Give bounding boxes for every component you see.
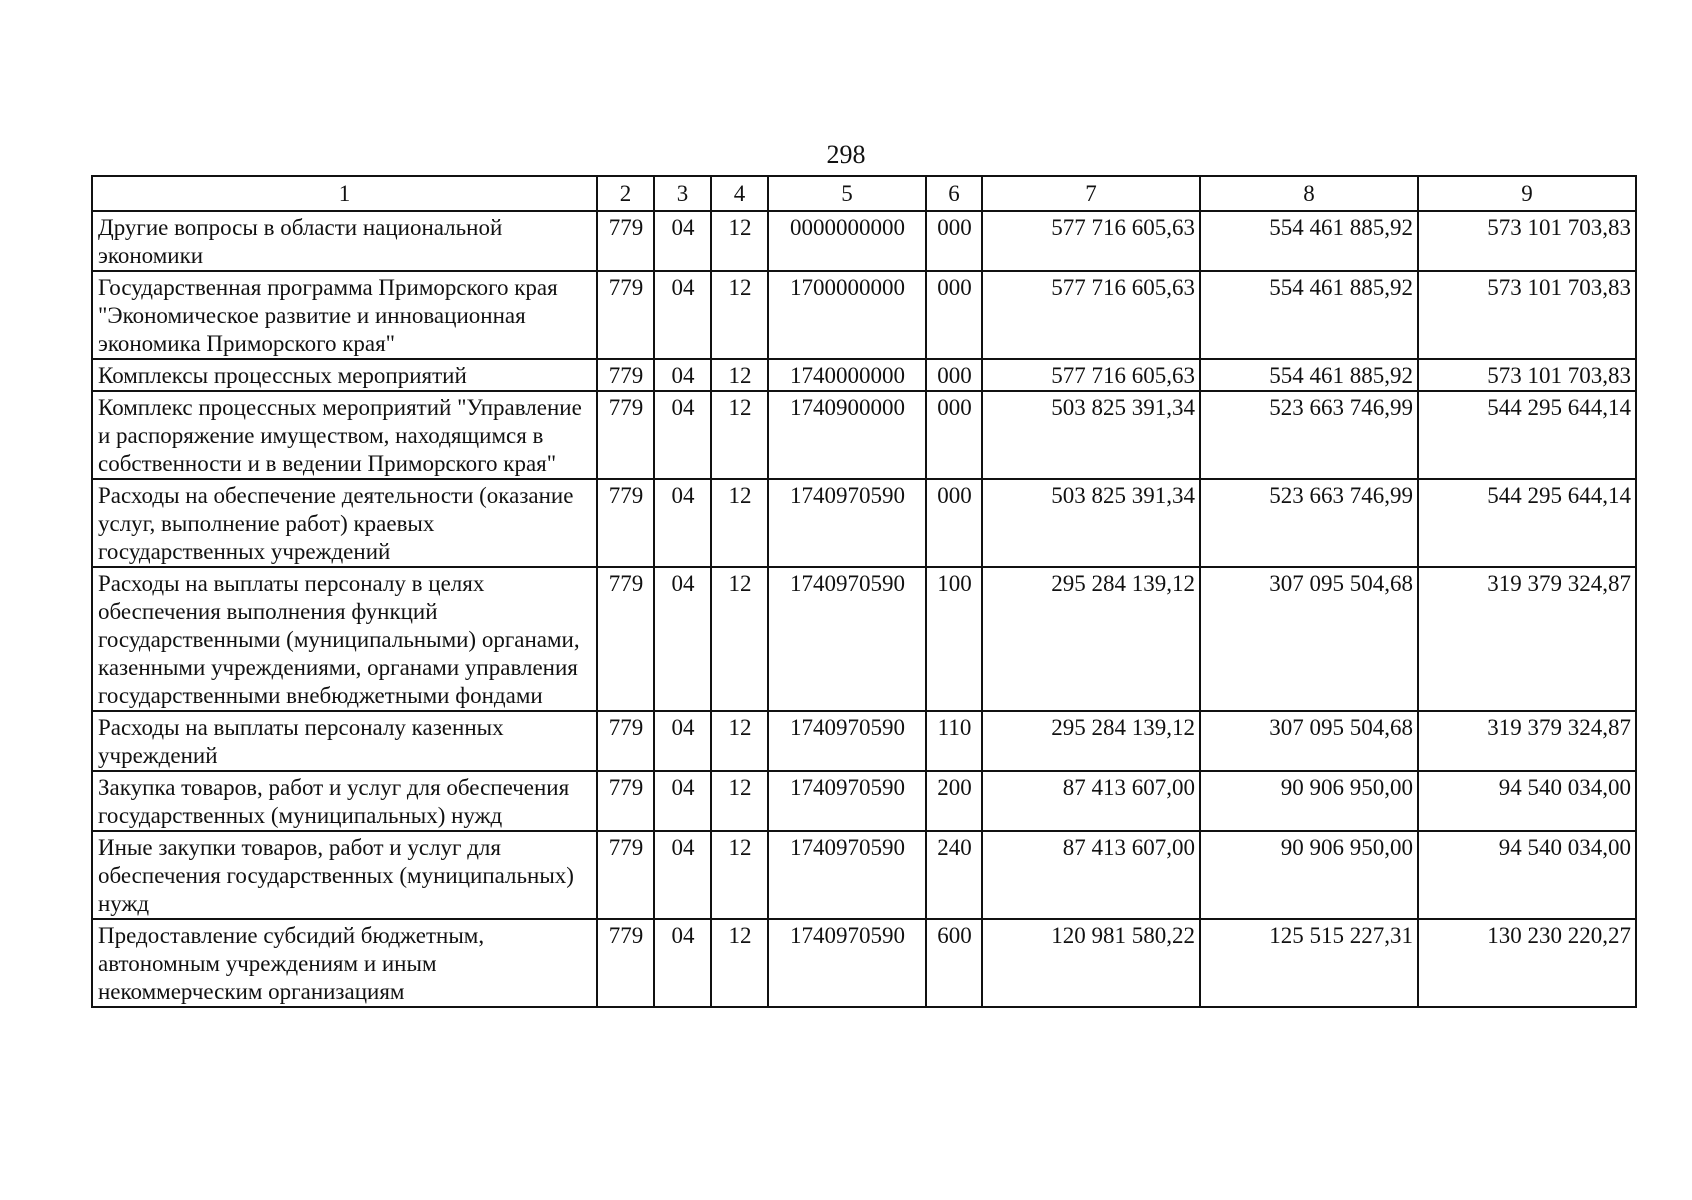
table-row [92, 771, 1636, 831]
cell-section-code: 04 [654, 391, 711, 479]
cell-amount-col9: 544 295 644,14 [1418, 391, 1636, 479]
cell-amount-col8: 554 461 885,92 [1200, 211, 1418, 271]
page-number: 298 [826, 140, 866, 169]
cell-amount-col7: 295 284 139,12 [982, 567, 1200, 711]
cell-section-code: 04 [654, 359, 711, 391]
cell-amount-col7: 503 825 391,34 [982, 391, 1200, 479]
column-header-2: 2 [597, 176, 654, 211]
cell-subsection-code: 12 [711, 771, 768, 831]
cell-amount-col8: 90 906 950,00 [1200, 771, 1418, 831]
column-header-5: 5 [768, 176, 926, 211]
row-name: Расходы на выплаты персоналу в целях обеспечения выполнения функций государственными (муниципальными) органами, казенными учреждениями, органами управления государственными внебюджетными фондами [92, 567, 597, 711]
cell-ministry-code: 779 [597, 391, 654, 479]
cell-amount-col8: 523 663 746,99 [1200, 391, 1418, 479]
row-name: Расходы на обеспечение деятельности (оказание услуг, выполнение работ) краевых государственных учреждений [92, 479, 597, 567]
cell-target-article: 1740970590 [768, 919, 926, 1007]
cell-target-article: 1740970590 [768, 567, 926, 711]
cell-section-code: 04 [654, 479, 711, 567]
table-row [92, 391, 1636, 479]
cell-amount-col8: 554 461 885,92 [1200, 271, 1418, 359]
column-header-4: 4 [711, 176, 768, 211]
cell-amount-col7: 577 716 605,63 [982, 359, 1200, 391]
column-header-1: 1 [92, 176, 597, 211]
cell-ministry-code: 779 [597, 359, 654, 391]
cell-amount-col9: 573 101 703,83 [1418, 211, 1636, 271]
table-row [92, 479, 1636, 567]
row-name: Государственная программа Приморского края "Экономическое развитие и инновационная экономика Приморского края" [92, 271, 597, 359]
cell-ministry-code: 779 [597, 919, 654, 1007]
cell-ministry-code: 779 [597, 711, 654, 771]
cell-amount-col8: 554 461 885,92 [1200, 359, 1418, 391]
cell-target-article: 1700000000 [768, 271, 926, 359]
cell-expense-type: 100 [926, 567, 982, 711]
cell-expense-type: 000 [926, 211, 982, 271]
cell-subsection-code: 12 [711, 711, 768, 771]
row-name: Комплекс процессных мероприятий "Управление и распоряжение имуществом, находящимся в собственности и в ведении Приморского края" [92, 391, 597, 479]
cell-ministry-code: 779 [597, 479, 654, 567]
cell-expense-type: 200 [926, 771, 982, 831]
cell-amount-col9: 319 379 324,87 [1418, 567, 1636, 711]
cell-amount-col8: 307 095 504,68 [1200, 711, 1418, 771]
cell-amount-col7: 295 284 139,12 [982, 711, 1200, 771]
column-header-6: 6 [926, 176, 982, 211]
cell-expense-type: 110 [926, 711, 982, 771]
column-header-7: 7 [982, 176, 1200, 211]
cell-amount-col8: 90 906 950,00 [1200, 831, 1418, 919]
cell-amount-col8: 125 515 227,31 [1200, 919, 1418, 1007]
cell-amount-col9: 94 540 034,00 [1418, 831, 1636, 919]
cell-subsection-code: 12 [711, 831, 768, 919]
table-row [92, 831, 1636, 919]
row-name: Другие вопросы в области национальной экономики [92, 211, 597, 271]
cell-amount-col9: 130 230 220,27 [1418, 919, 1636, 1007]
cell-expense-type: 000 [926, 479, 982, 567]
cell-section-code: 04 [654, 211, 711, 271]
table-row [92, 711, 1636, 771]
cell-amount-col7: 503 825 391,34 [982, 479, 1200, 567]
row-name: Иные закупки товаров, работ и услуг для обеспечения государственных (муниципальных) нужд [92, 831, 597, 919]
cell-subsection-code: 12 [711, 271, 768, 359]
table-row [92, 919, 1636, 1007]
cell-amount-col7: 87 413 607,00 [982, 831, 1200, 919]
column-header-9: 9 [1418, 176, 1636, 211]
cell-amount-col8: 307 095 504,68 [1200, 567, 1418, 711]
table-row [92, 567, 1636, 711]
row-name: Расходы на выплаты персоналу казенных учреждений [92, 711, 597, 771]
cell-ministry-code: 779 [597, 271, 654, 359]
cell-amount-col9: 544 295 644,14 [1418, 479, 1636, 567]
cell-section-code: 04 [654, 831, 711, 919]
table-row [92, 211, 1636, 271]
row-name: Закупка товаров, работ и услуг для обеспечения государственных (муниципальных) нужд [92, 771, 597, 831]
column-header-8: 8 [1200, 176, 1418, 211]
cell-amount-col9: 319 379 324,87 [1418, 711, 1636, 771]
cell-expense-type: 600 [926, 919, 982, 1007]
cell-subsection-code: 12 [711, 359, 768, 391]
cell-expense-type: 000 [926, 359, 982, 391]
budget-table [91, 175, 1637, 1008]
cell-subsection-code: 12 [711, 479, 768, 567]
cell-ministry-code: 779 [597, 771, 654, 831]
cell-target-article: 1740970590 [768, 831, 926, 919]
cell-target-article: 1740000000 [768, 359, 926, 391]
table-row [92, 271, 1636, 359]
cell-expense-type: 000 [926, 271, 982, 359]
cell-section-code: 04 [654, 919, 711, 1007]
cell-expense-type: 000 [926, 391, 982, 479]
cell-target-article: 1740970590 [768, 771, 926, 831]
cell-amount-col7: 120 981 580,22 [982, 919, 1200, 1007]
cell-target-article: 1740970590 [768, 711, 926, 771]
cell-ministry-code: 779 [597, 211, 654, 271]
cell-amount-col8: 523 663 746,99 [1200, 479, 1418, 567]
cell-amount-col7: 87 413 607,00 [982, 771, 1200, 831]
cell-amount-col9: 573 101 703,83 [1418, 271, 1636, 359]
cell-target-article: 1740900000 [768, 391, 926, 479]
cell-subsection-code: 12 [711, 391, 768, 479]
cell-subsection-code: 12 [711, 567, 768, 711]
cell-section-code: 04 [654, 567, 711, 711]
column-header-3: 3 [654, 176, 711, 211]
cell-ministry-code: 779 [597, 831, 654, 919]
cell-target-article: 0000000000 [768, 211, 926, 271]
cell-subsection-code: 12 [711, 211, 768, 271]
cell-amount-col9: 94 540 034,00 [1418, 771, 1636, 831]
table-row [92, 359, 1636, 391]
cell-amount-col7: 577 716 605,63 [982, 211, 1200, 271]
cell-section-code: 04 [654, 711, 711, 771]
cell-expense-type: 240 [926, 831, 982, 919]
cell-section-code: 04 [654, 271, 711, 359]
cell-ministry-code: 779 [597, 567, 654, 711]
cell-subsection-code: 12 [711, 919, 768, 1007]
row-name: Предоставление субсидий бюджетным, автономным учреждениям и иным некоммерческим организациям [92, 919, 597, 1007]
cell-amount-col9: 573 101 703,83 [1418, 359, 1636, 391]
cell-section-code: 04 [654, 771, 711, 831]
row-name: Комплексы процессных мероприятий [92, 359, 597, 391]
cell-amount-col7: 577 716 605,63 [982, 271, 1200, 359]
cell-target-article: 1740970590 [768, 479, 926, 567]
column-number-row [92, 176, 1636, 211]
